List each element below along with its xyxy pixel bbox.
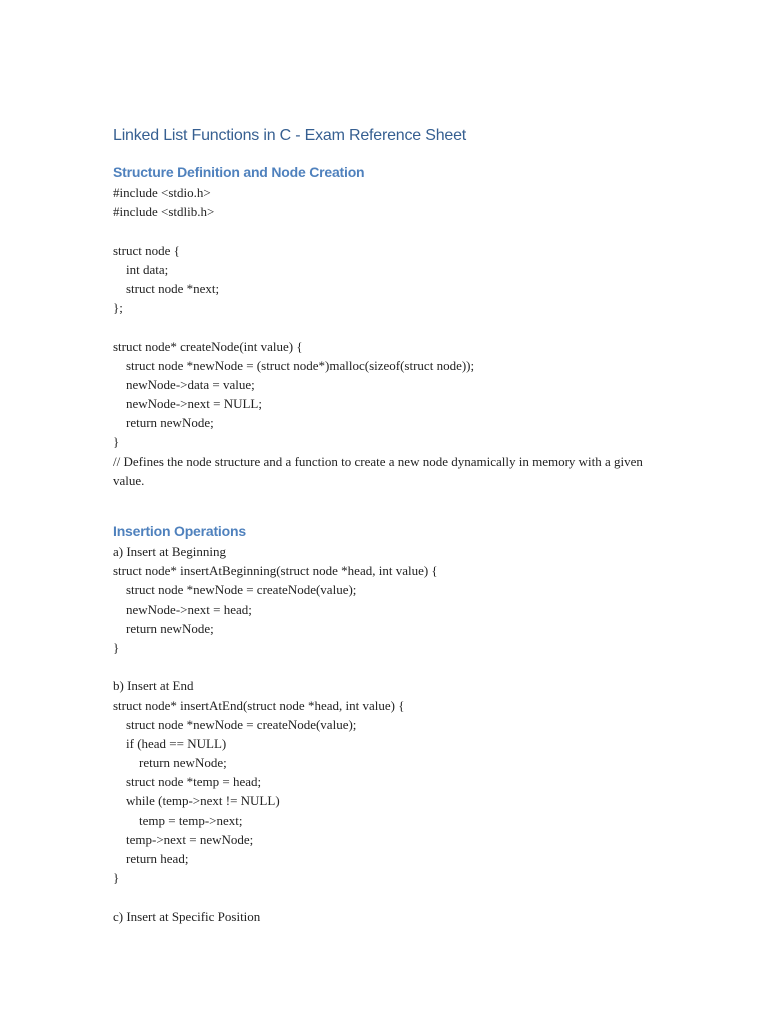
- code-line: [113, 317, 673, 336]
- code-line: [113, 221, 673, 240]
- code-line: return newNode;: [113, 415, 214, 431]
- code-line: return newNode;: [113, 620, 214, 636]
- code-line: }: [113, 434, 120, 450]
- section-heading-insertion: Insertion Operations: [113, 523, 246, 540]
- code-line: };: [113, 300, 123, 316]
- code-block-structure: [113, 183, 673, 452]
- code-line: #include <stdlib.h>: [113, 204, 215, 220]
- sub-label-insert-beginning: a) Insert at Beginning: [113, 544, 226, 560]
- spacer: [113, 657, 673, 676]
- code-line: newNode->next = NULL;: [113, 396, 262, 412]
- code-line: while (temp->next != NULL): [113, 793, 280, 809]
- spacer: [113, 148, 673, 161]
- code-line: newNode->next = head;: [113, 601, 252, 617]
- code-line: #include <stdio.h>: [113, 185, 211, 200]
- code-line: struct node* createNode(int value) {: [113, 338, 303, 354]
- code-line: return head;: [113, 851, 189, 867]
- code-line: return newNode;: [113, 755, 227, 771]
- code-line: struct node* insertAtEnd(struct node *head, int value) {: [113, 697, 405, 713]
- code-block-insert-end: [113, 696, 673, 888]
- code-line: struct node {: [113, 242, 180, 258]
- code-line: struct node *newNode = (struct node*)malloc(sizeof(struct node));: [113, 357, 475, 373]
- code-line: struct node *newNode = createNode(value);: [113, 582, 357, 598]
- code-line: }: [113, 639, 120, 655]
- code-line: struct node* insertAtBeginning(struct node *head, int value) {: [113, 563, 438, 579]
- code-line: if (head == NULL): [113, 735, 227, 751]
- sub-label-insert-position: c) Insert at Specific Position: [113, 908, 261, 924]
- code-line: struct node *next;: [113, 280, 220, 296]
- code-line: struct node *newNode = createNode(value);: [113, 716, 357, 732]
- code-line: int data;: [113, 261, 169, 277]
- comment-paragraph: // Defines the node structure and a function to create a new node dynamically in memory with a given value.: [113, 453, 643, 488]
- section-heading-structure: Structure Definition and Node Creation: [113, 164, 365, 180]
- code-line: struct node *temp = head;: [113, 774, 262, 790]
- code-line: temp = temp->next;: [113, 812, 243, 828]
- spacer: [113, 490, 673, 520]
- code-line: }: [113, 870, 120, 886]
- code-block-insert-beginning: [113, 561, 673, 657]
- spacer: [113, 887, 673, 906]
- sub-label-insert-end: b) Insert at End: [113, 678, 194, 694]
- code-line: temp->next = newNode;: [113, 831, 254, 847]
- document-content: [113, 124, 673, 926]
- document-title: Linked List Functions in C - Exam Reference Sheet: [113, 127, 467, 144]
- code-line: newNode->data = value;: [113, 376, 255, 392]
